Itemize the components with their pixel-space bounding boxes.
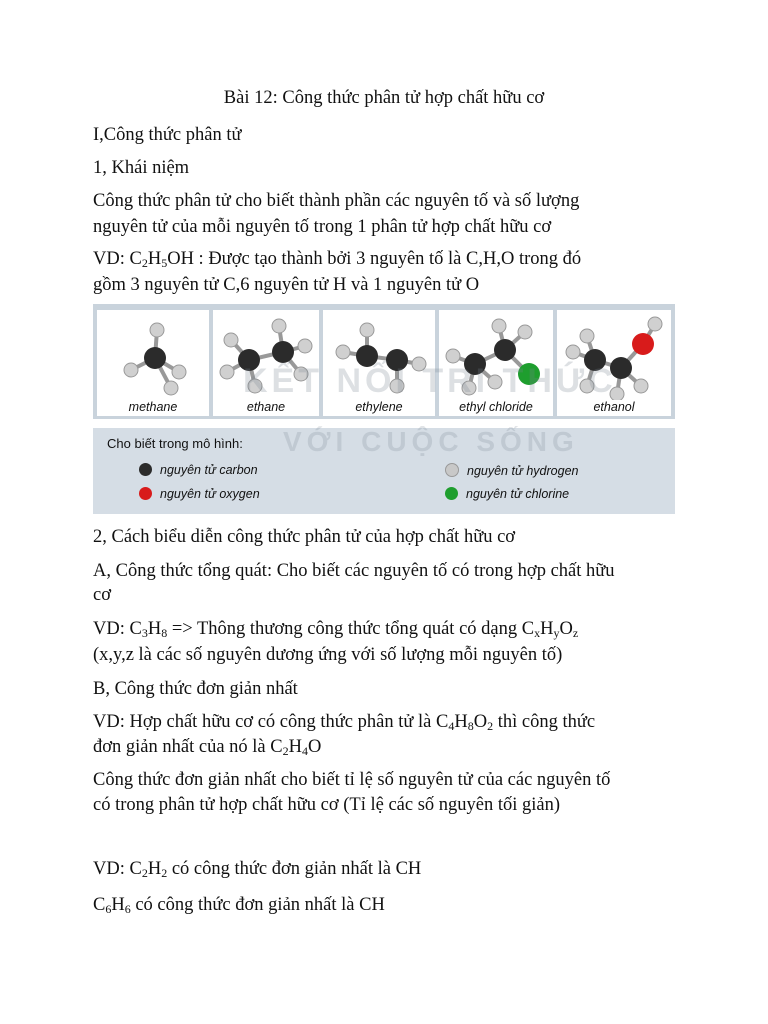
example-simplest-line-1: VD: Hợp chất hữu cơ có công thức phân tử là $C_4H_8O_2$ thì công thức — [93, 712, 596, 733]
simplest-definition-line-1: Công thức đơn giản nhất cho biết tỉ lệ số nguyên tử của các nguyên tố — [93, 770, 611, 790]
carbon-atom-icon — [139, 463, 152, 476]
molecule-methane — [97, 310, 209, 416]
example-ethanol-line-2: gồm 3 nguyên tử C,6 nguyên tử H và 1 nguyên tử O — [93, 275, 480, 295]
simplest-definition-line-2: có trong phân tử hợp chất hữu cơ (Tỉ lệ các số nguyên tối giản) — [93, 795, 561, 815]
general-formula-line-1: A, Công thức tổng quát: Cho biết các nguyên tố có trong hợp chất hữu — [93, 561, 615, 581]
definition-line-2: nguyên tử của mỗi nguyên tố trong 1 phân tử hợp chất hữu cơ — [93, 217, 552, 237]
methane-model-icon — [97, 310, 209, 400]
subsection-heading-2: 2, Cách biểu diễn công thức phân tử của hợp chất hữu cơ — [93, 527, 516, 547]
example-general-line-2: (x,y,z là các số nguyên dương ứng với số lượng mỗi nguyên tố) — [93, 645, 563, 665]
definition-line-1: Công thức phân tử cho biết thành phần các nguyên tố và số lượng — [93, 191, 580, 211]
legend-item-carbon: nguyên tử carbon — [139, 463, 258, 477]
section-heading: I,Công thức phân tử — [93, 125, 242, 145]
example-c2h2: VD: $C_2H_2$ có công thức đơn giản nhất là CH — [93, 859, 422, 880]
molecule-label: ethanol — [593, 400, 635, 414]
molecule-label: ethyl chloride — [459, 400, 533, 414]
simplest-formula-heading: B, Công thức đơn giản nhất — [93, 679, 298, 699]
hydrogen-atom-icon — [445, 463, 459, 477]
molecule-figure — [93, 304, 675, 514]
molecule-label: ethylene — [355, 400, 403, 414]
watermark-text-2: VỚI CUỘC SỐNG — [283, 426, 579, 457]
legend-item-hydrogen: nguyên tử hydrogen — [445, 463, 578, 478]
chlorine-atom-icon — [445, 487, 458, 500]
watermark-text: KẾT NỐI TRI THỨC — [243, 362, 617, 400]
legend-item-chlorine: nguyên tử chlorine — [445, 487, 569, 501]
page-title: Bài 12: Công thức phân tử hợp chất hữu cơ — [223, 88, 545, 108]
legend-title: Cho biết trong mô hình: — [107, 436, 243, 451]
example-c6h6: $C_6H_6$ có công thức đơn giản nhất là CH — [93, 895, 385, 916]
example-general-line-1: VD: $C_3H_8$ => Thông thương công thức tổng quát có dạng $C_xH_yO_z$ — [93, 619, 579, 640]
molecule-label: ethane — [246, 400, 286, 414]
molecule-label: methane — [128, 400, 178, 414]
subsection-heading: 1, Khái niệm — [93, 158, 190, 178]
oxygen-atom-icon — [139, 487, 152, 500]
example-ethanol-line-1: VD: $C_2H_5OH$ : Được tạo thành bởi 3 nguyên tố là C,H,O trong đó — [93, 249, 582, 270]
example-simplest-line-2: đơn giản nhất của nó là $C_2H_4O$ — [93, 737, 322, 758]
legend-item-oxygen: nguyên tử oxygen — [139, 487, 260, 501]
general-formula-line-2: cơ — [93, 585, 111, 605]
